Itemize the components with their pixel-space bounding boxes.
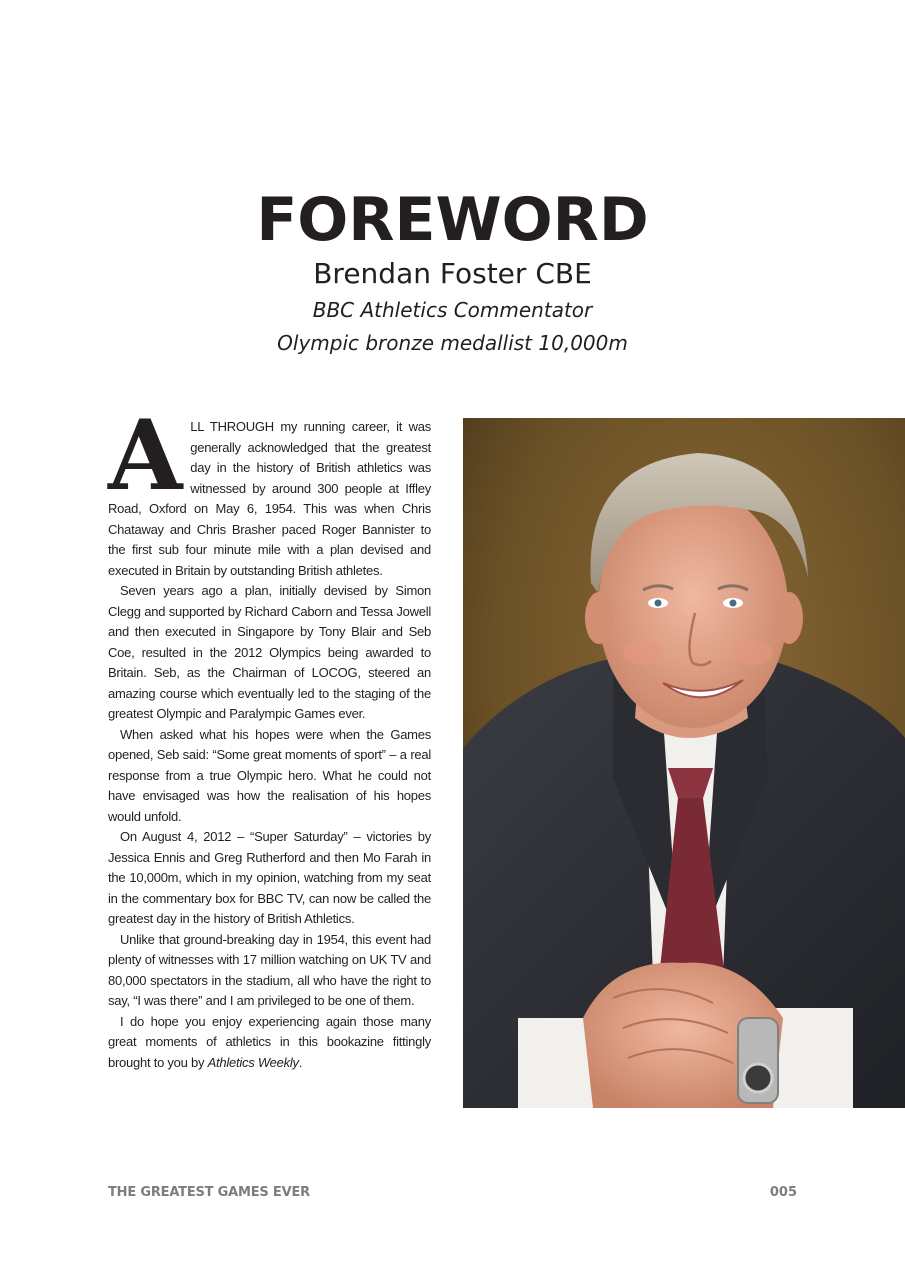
paragraph-4: On August 4, 2012 – “Super Saturday” – victories by Jessica Ennis and Greg Rutherford and then Mo Farah in the 10,000m, which in my opinion, watching from my seat in the commentary box for BBC TV, can now be called the greatest day in the history of British Athletics.	[108, 829, 431, 926]
page-title: FOREWORD	[256, 185, 649, 255]
paragraph-5: Unlike that ground-breaking day in 1954, this event had plenty of witnesses with 17 million watching on UK TV and 80,000 spectators in the stadium, all who have the right to say, “I was there” and I am privileged to be one of them.	[108, 931, 431, 1008]
paragraph-3: When asked what his hopes were when the Games opened, Seb said: “Some great moments of sport” – a real response from a true Olympic hero. What he could not have envisaged was how the realisation of his hopes would unfold.	[108, 726, 431, 824]
foreword-header	[0, 186, 905, 360]
paragraph-6-text: I do hope you enjoy experiencing again those many great moments of athletics in this bookazine fittingly brought to you by	[108, 1013, 431, 1070]
page-number: 005	[769, 1185, 797, 1200]
author-name: Brendan Foster CBE	[313, 257, 592, 290]
author-achievement: Olympic bronze medallist 10,000m	[277, 331, 628, 355]
portrait-photo	[463, 418, 905, 1108]
paragraph-6-end: .	[298, 1054, 303, 1070]
paragraph-2: Seven years ago a plan, initially devised by Simon Clegg and supported by Richard Caborn and Tessa Jowell and then executed in Singapore by Tony Blair and Seb Coe, resulted in the 2012 Olympics being awarded to Britain. Seb, as the Chairman of LOCOG, steered an amazing course which eventually led to the staging of the greatest Olympic and Paralympic Games ever.	[108, 583, 431, 721]
magazine-name: Athletics Weekly	[207, 1054, 299, 1070]
paragraph-6	[108, 1012, 431, 1074]
footer-publication: THE GREATEST GAMES EVER	[108, 1185, 310, 1200]
author-role: BBC Athletics Commentator	[312, 298, 593, 322]
portrait-illustration	[463, 418, 905, 1108]
article-body	[108, 399, 431, 1073]
paragraph-1	[108, 399, 431, 581]
paragraph-1-text: LL THROUGH my running career, it was generally acknowledged that the greatest day in the history of British athletics was witnessed by around 300 people at Iffley Road, Oxford on May 6, 1954. This was when Chris Chataway and Chris Brasher paced Roger Bannister to the first sub four minute mile with a plan devised and executed in Britain by outstanding British athletes.	[108, 419, 431, 578]
drop-cap: A	[108, 399, 183, 512]
